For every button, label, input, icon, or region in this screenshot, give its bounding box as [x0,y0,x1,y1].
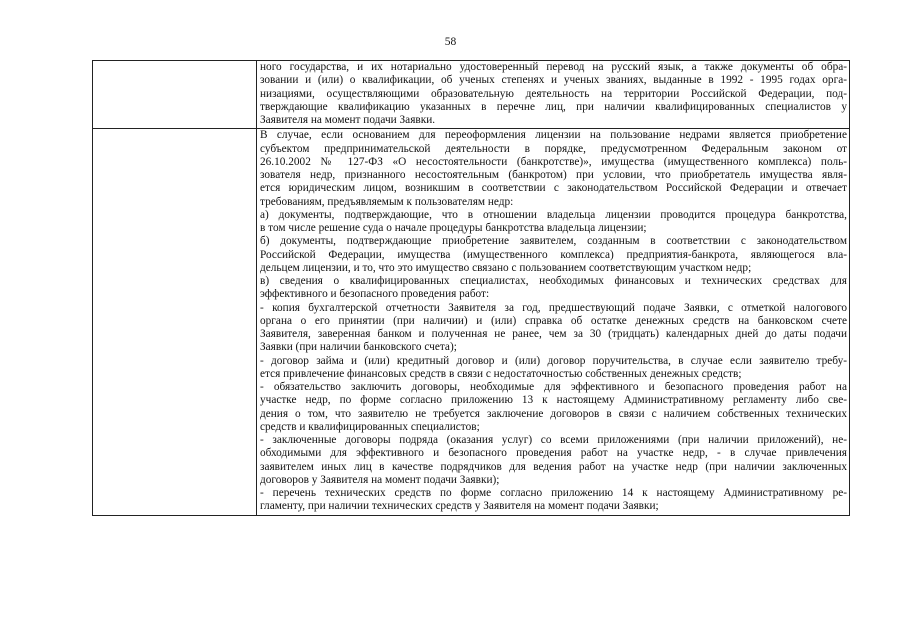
row2-text [257,129,849,514]
text-line: гламенту, при наличии технических средств у Заявителя на момент подачи Заявки; [260,500,659,513]
text-line: обходимыми для эффективного и безопасного проведения работ на участке недр, - в случае привлечения [260,447,847,460]
text-line: б) документы, подтверждающие приобретение заявителем, созданным в соответствии с законодательством [260,235,847,248]
document-table [92,60,850,516]
left-cell-empty [93,61,257,129]
text-line: низациями, осуществляющими образовательную деятельность на территории Российской Федерации, под- [260,87,847,100]
text-line: Российской Федерации, имущества (имущественного комплекса) предприятия-банкрота, являющегося вла- [260,248,847,261]
text-line: зовании и (или) о квалификации, об ученых степенях и ученых званиях, выданные в 1992 - 1995 годах орга- [260,74,847,87]
text-line: В случае, если основанием для переоформления лицензии на пользование недрами является приобретение [260,129,847,142]
table-row [93,129,850,515]
text-line: зователя недр, признанного несостоятельным (банкротом) при условии, что приобретатель имущества явля- [260,169,847,181]
text-line: требованиям, предъявляемым к пользователям недр: [260,195,514,208]
right-cell-row2 [257,129,850,515]
text-line: а) документы, подтверждающие, что в отношении владельца лицензии проводится процедура банкротства, [260,208,847,221]
text-line: договоров у Заявителя на момент подачи Заявки); [260,473,500,486]
text-line: 26.10.2002 № 127-ФЗ «О несостоятельности (банкротстве)», имущества (имущественного комплекса) поль- [260,155,847,168]
text-line: субъектом предпринимательской деятельности в порядке, предусмотренном Федеральным законом от [260,142,847,155]
text-line: участке недр, по форме согласно приложению 13 к настоящему Административному регламенту либо све- [260,394,847,407]
text-line: тверждающие квалификацию указанных в перечне лиц, при наличии квалифицированных специалистов у [260,100,847,113]
text-line: органа о его принятии (при наличии) и (или) справка об остатке денежных средств на банковском счете [260,314,847,327]
text-line: средств и квалифицированных специалистов; [260,420,480,433]
page-number: 58 [444,36,457,48]
text-line: ется юридическим лицом, возникшим в соответствии с законодательством Российской Федерации и отвечает [260,182,847,195]
left-cell-empty [93,129,257,515]
text-line: дения о том, что заявителю не требуется заключение договоров в связи с наличием собственных технических [260,407,847,420]
text-line: заявителем иных лиц в качестве подрядчиков для ведения работ на участке недр (при наличии заключенных [260,460,847,473]
text-line: Заявки (при наличии банковского счета); [260,341,457,354]
text-line: в том числе решение суда о начале процедуры банкротства владельца лицензии; [260,222,647,234]
table-row [93,61,850,129]
text-line: - перечень технических средств по форме согласно приложению 14 к настоящему Административному ре- [260,487,847,499]
text-line: дельцем лицензии, и то, что это имущество связано с пользованием соответствующим участком недр; [260,261,752,274]
text-line: ного государства, и их нотариально удостоверенный перевод на русский язык, а также документы об обра- [260,61,847,73]
text-line: - копия бухгалтерской отчетности Заявителя за год, предшествующий подаче Заявки, с отметкой налогового [260,301,847,314]
text-line: в) сведения о квалифицированных специалистах, необходимых финансовых и технических средствах для [260,275,847,287]
text-line: - договор займа и (или) кредитный договор и (или) договор поручительства, в случае если заявителю требу- [260,354,847,367]
text-line: - обязательство заключить договоры, необходимые для эффективного и безопасного проведения работ на [260,381,847,393]
text-line: Заявителя, заверенная банком и полученная не ранее, чем за 30 (тридцать) календарных дней до даты подачи [260,328,847,340]
text-line: Заявителя на момент подачи Заявки. [260,114,436,126]
row1-text [257,61,849,128]
text-line: ется привлечение финансовых средств в связи с недостаточностью собственных денежных средств; [260,367,742,380]
right-cell-row1 [257,61,850,129]
text-line: эффективного и безопасного проведения работ: [260,288,490,301]
text-line: - заключенные договоры подряда (оказания услуг) со всеми приложениями (при наличии приложений), не- [260,434,847,446]
